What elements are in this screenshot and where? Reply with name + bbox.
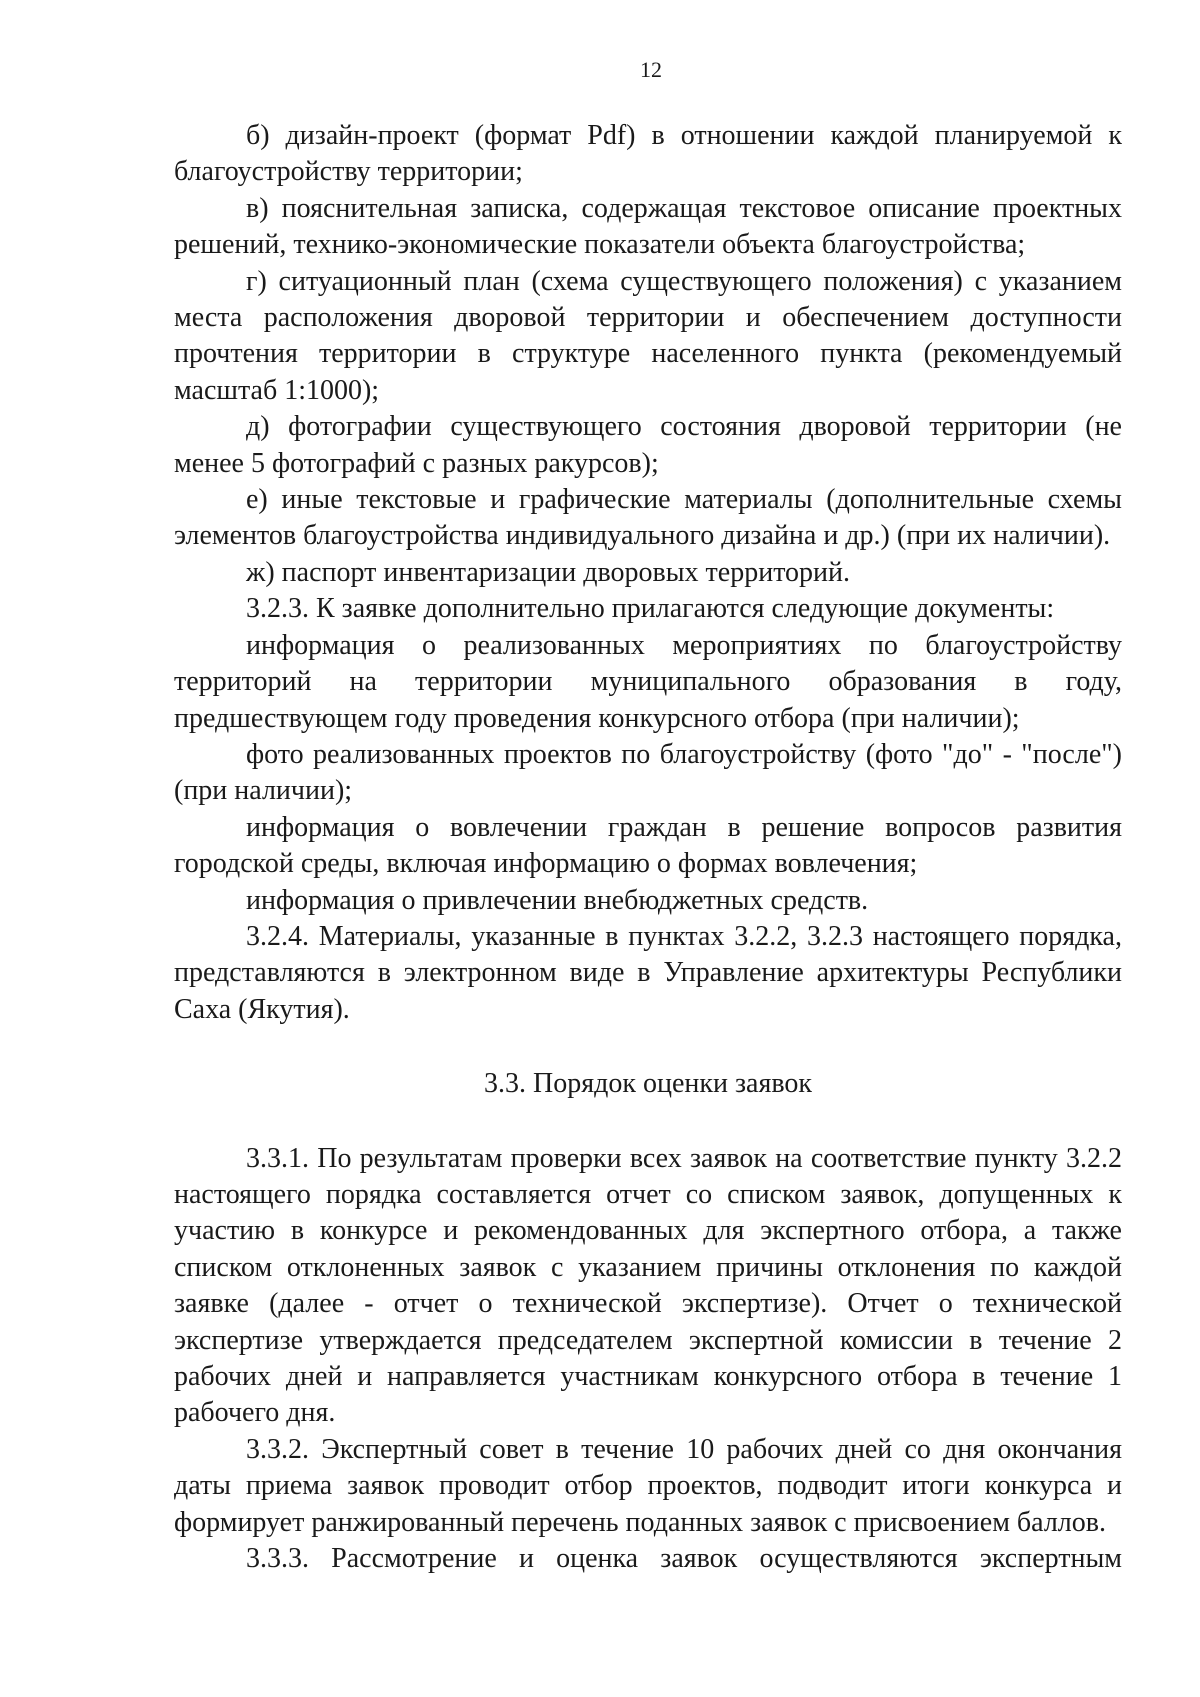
- paragraph-3-3-2: 3.3.2. Экспертный совет в течение 10 рабочих дней со дня окончания даты приема заявок проводит отбор проектов, подводит итоги конкурса и формирует ранжированный перечень поданных заявок с присвоением баллов.: [174, 1433, 1122, 1538]
- paragraph-photo-projects: фото реализованных проектов по благоустройству (фото "до" - "после") (при наличии);: [174, 738, 1122, 807]
- paragraph-implemented-activities: информация о реализованных мероприятиях по благоустройству территорий на территории муниципального образования в году, предшествующем году проведения конкурсного отбора (при наличии);: [174, 629, 1122, 734]
- paragraph-v-explanatory-note: в) пояснительная записка, содержащая текстовое описание проектных решений, технико-экономические показатели объекта благоустройства;: [174, 192, 1122, 261]
- section-heading: 3.3. Порядок оценки заявок: [484, 1068, 812, 1100]
- paragraph-extrabudgetary-funds: информация о привлечении внебюджетных средств.: [246, 884, 869, 916]
- paragraph-3-2-3: 3.2.3. К заявке дополнительно прилагаются следующие документы:: [246, 593, 1055, 625]
- paragraph-3-3-1: 3.3.1. По результатам проверки всех заявок на соответствие пункту 3.2.2 настоящего порядка составляется отчет со списком заявок, допущенных к участию в конкурсе и рекомендованных для экспертного отбора, а также списком отклоненных заявок с указанием причины отклонения по каждой заявке (далее - отчет о технической экспертизе). Отчет о технической экспертизе утверждается председателем экспертной комиссии в течение 2 рабочих дней и направляется участникам конкурсного отбора в течение 1 рабочего дня.: [174, 1142, 1122, 1429]
- paragraph-e-other-materials: е) иные текстовые и графические материалы (дополнительные схемы элементов благоустройства индивидуального дизайна и др.) (при их наличии).: [174, 484, 1122, 552]
- paragraph-d-photographs: д) фотографии существующего состояния дворовой территории (не менее 5 фотографий с разных ракурсов);: [174, 411, 1122, 479]
- paragraph-zh-inventory-passport: ж) паспорт инвентаризации дворовых территорий.: [246, 556, 851, 588]
- paragraph-g-situational-plan: г) ситуационный план (схема существующего положения) с указанием места расположения дворовой территории и обеспечением доступности прочтения территории в структуре населенного пункта (рекомендуемый масштаб 1:1000);: [174, 265, 1122, 406]
- paragraph-citizen-involvement: информация о вовлечении граждан в решение вопросов развития городской среды, включая информацию о формах вовлечения;: [174, 811, 1122, 880]
- paragraph-3-2-4: 3.2.4. Материалы, указанные в пунктах 3.2.2, 3.2.3 настоящего порядка, представляются в электронном виде в Управление архитектуры Республики Саха (Якутия).: [174, 920, 1122, 1025]
- paragraph-b-design-project: б) дизайн-проект (формат Pdf) в отношении каждой планируемой к благоустройству территории;: [174, 120, 1122, 188]
- document-body: [174, 118, 1122, 1577]
- page-number: 12: [640, 57, 662, 82]
- paragraph-3-3-3: 3.3.3. Рассмотрение и оценка заявок осуществляются экспертным: [246, 1543, 1122, 1575]
